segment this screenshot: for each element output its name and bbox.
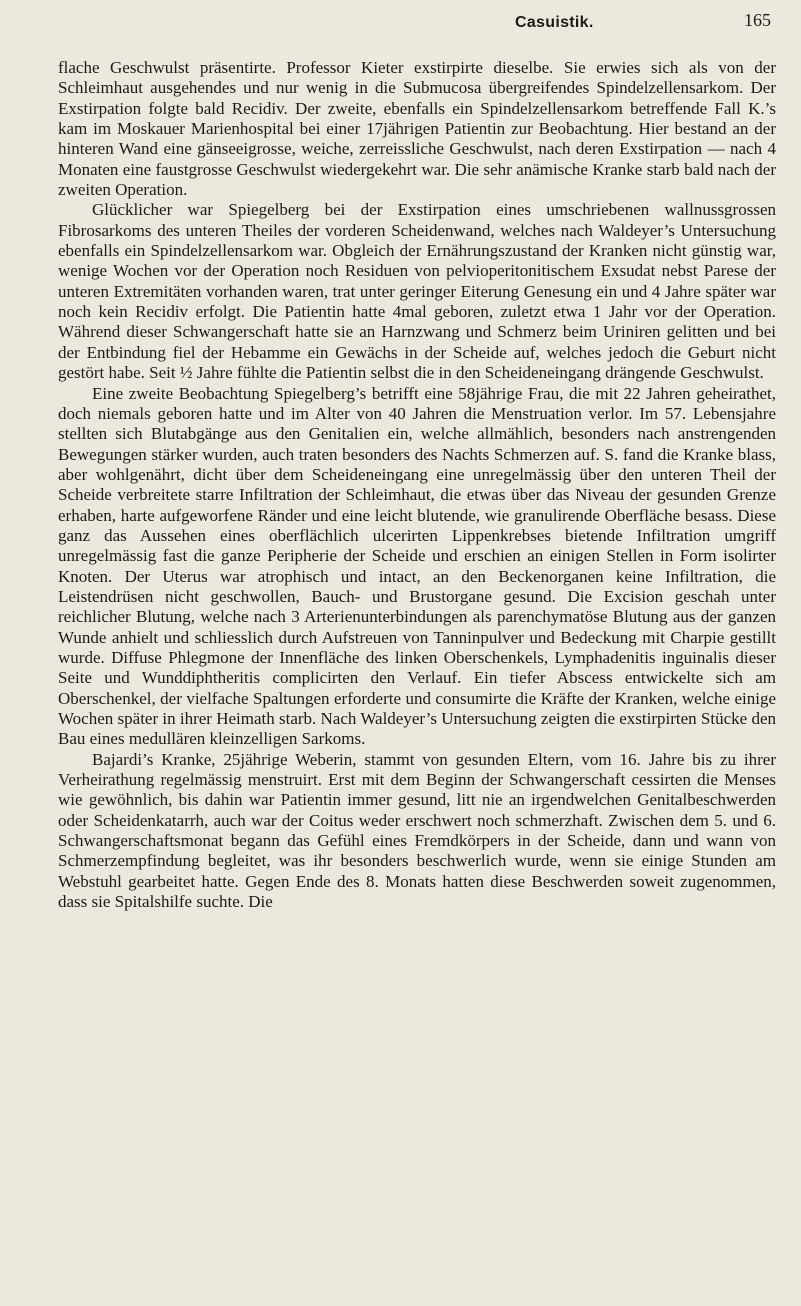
paragraph-4: Bajardi’s Kranke, 25jährige Weberin, stammt von gesunden Eltern, vom 16. Jahre bis zu ihrer Verheirathung regelmässig menstruirt. Erst mit dem Beginn der Schwangerschaft cessirten die Menses wie gewöhnlich, bis dahin war Patientin immer gesund, litt nie an irgendwelchen Genitalbeschwerden oder Scheidenkatarrh, auch war der Coitus weder erschwert noch schmerzhaft. Zwischen dem 5. und 6. Schwangerschaftsmonat begann das Gefühl eines Fremdkörpers in der Scheide, dann und wann von Schmerzempfindung begleitet, was ihr besonders beschwerlich wurde, wenn sie einige Stunden am Webstuhl gearbeitet hatte. Gegen Ende des 8. Monats hatten diese Beschwerden soweit zugenommen, dass sie Spitalshilfe suchte. Die: [58, 749, 776, 912]
running-title: Casuistik.: [515, 14, 594, 31]
body-text: [58, 58, 776, 912]
paragraph-3: Eine zweite Beobachtung Spiegelberg’s betrifft eine 58jährige Frau, die mit 22 Jahren geheirathet, doch niemals geboren hatte und im Alter von 40 Jahren die Menstruation verlor. Im 57. Lebensjahre stellten sich Blutabgänge aus den Genitalien ein, welche allmählich, besonders nach anstrengenden Bewegungen stärker wurden, auch traten besonders des Nachts Schmerzen auf. S. fand die Kranke blass, aber wohlgenährt, dicht über dem Scheideneingang eine unregelmässig über den unteren Theil der Scheide verbreitete starre Infiltration der Schleimhaut, die etwas über das Niveau der gesunden Grenze erhaben, harte aufgeworfene Ränder und eine leicht blutende, wie granulirende Oberfläche besass. Diese ganz das Aussehen eines oberflächlich ulcerirten Lippenkrebses bietende Infiltration umgriff unregelmässig fast die ganze Peripherie der Scheide und erschien an einigen Stellen in Form isolirter Knoten. Der Uterus war atrophisch und intact, an den Beckenorganen keine Infiltration, die Leistendrüsen nicht geschwollen, Bauch- und Brustorgane gesund. Die Excision geschah unter reichlicher Blutung, welche nach 3 Arterienunterbindungen als parenchymatöse Blutung aus der ganzen Wunde anhielt und schliesslich durch Aufstreuen von Tanninpulver und Bedeckung mit Charpie gestillt wurde. Diffuse Phlegmone der Innenfläche des linken Oberschenkels, Lymphadenitis inguinalis dieser Seite und Wunddiphtheritis complicirten den Verlauf. Ein tiefer Abscess entwickelte sich am Oberschenkel, der vielfache Spaltungen erforderte und consumirte die Kräfte der Kranken, welche einige Wochen später in ihrer Heimath starb. Nach Waldeyer’s Untersuchung zeigten die exstirpirten Stücke den Bau eines medullären kleinzelligen Sarkoms.: [58, 383, 776, 749]
paragraph-2: Glücklicher war Spiegelberg bei der Exstirpation eines umschriebenen wallnussgrossen Fibrosarkoms des unteren Theiles der vorderen Scheidenwand, welches nach Waldeyer’s Untersuchung ebenfalls ein Spindelzellensarkom war. Obgleich der Ernährungszustand der Kranken nicht günstig war, wenige Wochen vor der Operation noch Residuen von pelvioperitonitischem Exsudat nebst Parese der unteren Extremitäten vorhanden waren, trat unter geringer Eiterung Genesung ein und 4 Jahre später war noch kein Recidiv erfolgt. Die Patientin hatte 4mal geboren, zuletzt etwa 1 Jahr vor der Operation. Während dieser Schwangerschaft hatte sie an Harnzwang und Schmerz beim Uriniren gelitten und bei der Entbindung fiel der Hebamme ein Gewächs in der Scheide auf, welches jedoch die Geburt nicht gestört habe. Seit ½ Jahre fühlte die Patientin selbst die in den Scheideneingang drängende Geschwulst.: [58, 200, 776, 383]
page-number: 165: [744, 10, 771, 30]
paragraph-1: flache Geschwulst präsentirte. Professor Kieter exstirpirte dieselbe. Sie erwies sich als von der Schleimhaut ausgehendes und nur wenig in die Submucosa übergreifendes Spindelzellensarkom. Der Exstirpation folgte bald Recidiv. Der zweite, ebenfalls ein Spindelzellensarkom betreffende Fall K.’s kam im Moskauer Marienhospital bei einer 17jährigen Patientin zur Beobachtung. Hier bestand an der hinteren Wand eine gänseeigrosse, weiche, zerreissliche Geschwulst, nach deren Exstirpation — nach 4 Monaten eine faustgrosse Geschwulst wiedergekehrt war. Die sehr anämische Kranke starb bald nach der zweiten Operation.: [58, 58, 776, 200]
